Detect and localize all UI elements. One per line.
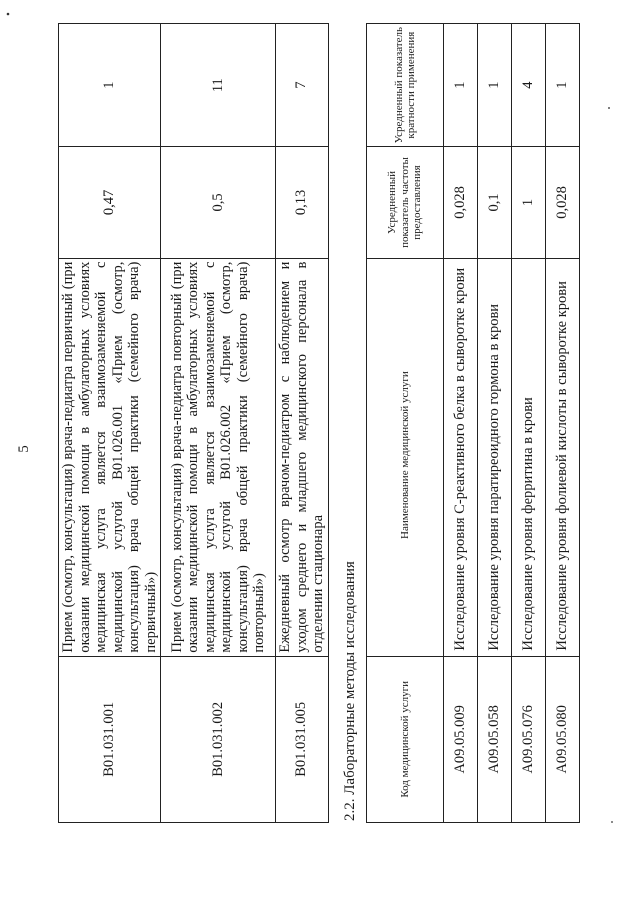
service-name: Прием (осмотр, консультация) врача-педиатра повторный (при оказании медицинской помощи в амбулаторных условиях медицинская услуга является взаимозаменяемой с медицинской услугой B01.026.002 «Прием (осмотр, консультация) врача общей практики (семейного врача) повторный») (161, 258, 276, 656)
lab-name: Исследование уровня С-реактивного белка в сыворотке крови (444, 258, 478, 656)
lab-frequency: 0,028 (546, 147, 580, 258)
lab-name: Исследование уровня фолиевой кислоты в сыворотке крови (546, 258, 580, 656)
lab-code: A09.05.009 (444, 656, 478, 822)
page-number: 5 (16, 445, 32, 453)
table-row (546, 24, 580, 823)
table-row (161, 24, 276, 823)
header-code: Код медицинской услуги (367, 656, 444, 822)
service-frequency: 0,5 (161, 147, 276, 258)
table-row (512, 24, 546, 823)
table-row (478, 24, 512, 823)
service-frequency: 0,13 (276, 147, 329, 258)
lab-multiplicity: 1 (546, 24, 580, 147)
table-row (59, 24, 161, 823)
service-multiplicity: 11 (161, 24, 276, 147)
service-name: Ежедневный осмотр врачом-педиатром с наблюдением и уходом среднего и младшего медицинского персонала в отделении стационара (276, 258, 329, 656)
header-multiplicity: Усредненный показатель кратности применения (367, 24, 444, 147)
service-frequency: 0,47 (59, 147, 161, 258)
lab-frequency: 1 (512, 147, 546, 258)
service-code: B01.031.002 (161, 656, 276, 822)
lab-methods-table (366, 23, 580, 823)
lab-name: Исследование уровня ферритина в крови (512, 258, 546, 656)
lab-code: A09.05.076 (512, 656, 546, 822)
service-name: Прием (осмотр, консультация) врача-педиатра первичный (при оказании медицинской помощи в амбулаторных условиях медицинская услуга является взаимозаменяемой с медицинской услугой B01.026.001 «Прием (осмотр, консультация) врача общей практики (семейного врача) первичный») (59, 258, 161, 656)
lab-frequency: 0,1 (478, 147, 512, 258)
header-name: Наименование медицинской услуги (367, 258, 444, 656)
services-table (58, 23, 329, 823)
lab-multiplicity: 1 (444, 24, 478, 147)
table-row (444, 24, 478, 823)
service-multiplicity: 1 (59, 24, 161, 147)
service-code: B01.031.001 (59, 656, 161, 822)
table-row (276, 24, 329, 823)
section-title: 2.2. Лабораторные методы исследования (342, 561, 358, 821)
lab-multiplicity: 4 (512, 24, 546, 147)
lab-code: A09.05.080 (546, 656, 580, 822)
lab-code: A09.05.058 (478, 656, 512, 822)
service-multiplicity: 7 (276, 24, 329, 147)
lab-name: Исследование уровня паратиреоидного гормона в крови (478, 258, 512, 656)
table-header-row (367, 24, 444, 823)
lab-frequency: 0,028 (444, 147, 478, 258)
service-code: B01.031.005 (276, 656, 329, 822)
header-frequency: Усредненный показатель частоты предоставления (367, 147, 444, 258)
lab-multiplicity: 1 (478, 24, 512, 147)
